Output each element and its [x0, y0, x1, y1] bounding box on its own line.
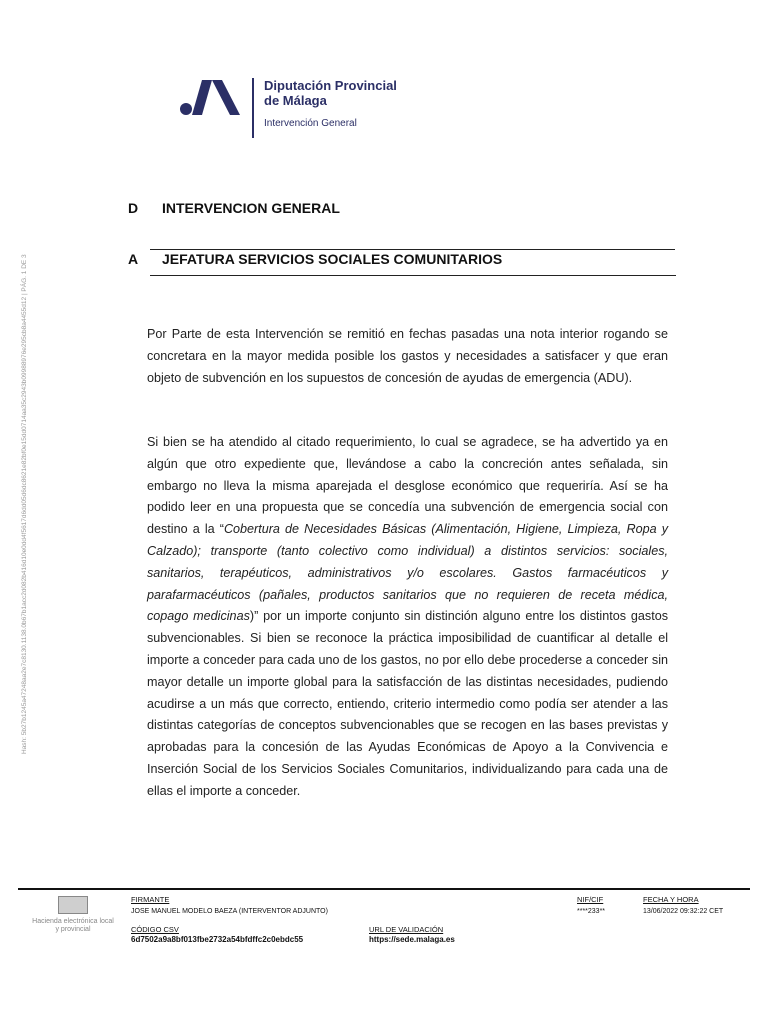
hacienda-logo	[30, 896, 116, 946]
paragraph-2-start: Si bien se ha atendido al citado requerimiento, lo cual se agradece, se ha advertido ya en algún que otro expediente que, llevándose a cabo la concreción antes señalada, sin embargo no lleva la misma aparejada el desglose económico que requeriría. Así se ha podido leer en una propuesta que se concedía una subvención de emergencia social con destino a la “	[147, 435, 668, 537]
csv-value[interactable]: 6d7502a9a8bf013fbe2732a54bfdffc2c0ebdc55	[131, 935, 304, 944]
from-row	[128, 200, 340, 216]
firmante-label: FIRMANTE	[131, 895, 170, 904]
to-top-rule	[150, 249, 675, 250]
diputacion-logo-mark-icon	[178, 78, 244, 118]
from-value: INTERVENCION GENERAL	[162, 200, 340, 216]
org-line-2: de Málaga	[264, 93, 327, 108]
hacienda-emblem-icon	[58, 896, 88, 914]
to-value: JEFATURA SERVICIOS SOCIALES COMUNITARIOS	[162, 251, 503, 267]
diputacion-logo	[178, 78, 418, 142]
fecha-label: FECHA Y HORA	[643, 895, 699, 904]
firmante-value: JOSE MANUEL MODELO BAEZA (INTERVENTOR ADJUNTO)	[131, 908, 328, 915]
nif-value: ****233**	[577, 908, 606, 915]
paragraph-2-quote: Cobertura de Necesidades Básicas (Alimentación, Higiene, Limpieza, Ropa y Calzado); transporte (tanto colectivo como individual) a distintos servicios: sociales, sanitarios, terapéuticos, administrativos y/o escolares. Gastos farmacéuticos y parafarmacéuticos (pañales, productos sanitarios que no requieren de receta médica, copago medicinas	[147, 522, 668, 624]
organization-name	[264, 78, 397, 108]
csv-label: CÓDIGO CSV	[131, 925, 179, 934]
paragraph-1: Por Parte de esta Intervención se remitió en fechas pasadas una nota interior rogando se concretara en la mayor medida posible los gastos y necesidades a satisfacer y que eran objeto de subvención en los supuestos de concesión de ayudas de emergencia (ADU).	[147, 327, 668, 385]
paragraph-2-end: )” por un importe conjunto sin distinción alguno entre los distintos gastos subvencionables. Si bien se reconoce la práctica imposibilidad de cuantificar al detalle el importe a conceder para cada uno de los gastos, no por ello debe procederse a conceder sin mayor detalle un importe global para la satisfacción de las distintas necesidades, pudiendo acudirse a un más que correcto, entiendo, criterio intermedio como podía ser atender a las distintas categorías de conceptos subvencionables que se recogen en las bases previstas y aprobadas para la concesión de las Ayudas Económicas de Apoyo a la Convivencia e Inserción Social de los Servicios Sociales Comunitarios, individualizando para cada una de ellas el importe a conceder.	[147, 609, 668, 798]
department-name: Intervención General	[264, 118, 357, 129]
document-hash: Hash: 5b27b1245a47248aa2e7c8130.1138.0b67b1acc2d082b416d10e0dd4f5617d6dd05d6dc8621e82bf0e15dd0714aa35c2943b09988976e295cb8a4455d12 | PÁG. 1 DE 3	[21, 254, 28, 754]
hacienda-logo-text: Hacienda electrónica local y provincial	[32, 918, 114, 933]
to-row	[128, 251, 502, 267]
paragraph-2	[147, 432, 668, 803]
org-line-1: Diputación Provincial	[264, 78, 397, 93]
nif-label: NIF/CIF	[577, 895, 604, 904]
footer-rule	[18, 888, 750, 890]
from-letter: D	[128, 200, 139, 216]
to-bottom-rule	[150, 275, 676, 276]
fecha-value: 13/06/2022 09:32:22 CET	[643, 908, 724, 915]
to-letter: A	[128, 251, 139, 267]
url-label: URL DE VALIDACIÓN	[369, 925, 444, 934]
logo-divider	[252, 78, 254, 138]
validation-url-link[interactable]: https://sede.malaga.es	[369, 935, 455, 944]
